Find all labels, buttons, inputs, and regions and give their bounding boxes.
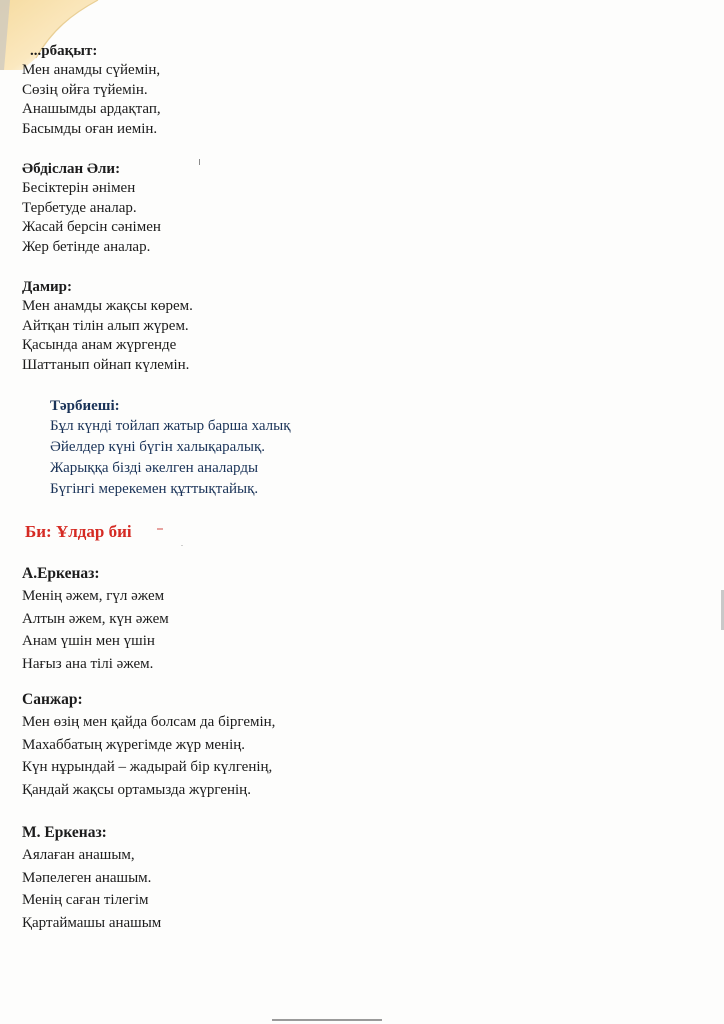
verse-line: Менің саған тілегім <box>22 892 149 908</box>
verse-line: Бұл күнді тойлап жатыр барша халық <box>50 418 291 434</box>
speaker-name: Санжар: <box>22 691 83 708</box>
verse-line: Мен өзің мен қайда болсам да біргемін, <box>22 714 276 730</box>
dance-heading-mark <box>157 528 163 530</box>
speaker-name: М. Еркеназ: <box>22 824 107 841</box>
verse-line: Мәпелеген анашым. <box>22 869 152 886</box>
verse-line: Мен анамды жақсы көрем. <box>22 298 193 314</box>
speaker-name: Дамир: <box>22 279 73 295</box>
verse-line: Қандай жақсы ортамызда жүргенің. <box>22 781 251 798</box>
speaker-name: Тәрбиеші: <box>50 398 120 414</box>
verse-line: Қартаймашы анашым <box>22 914 162 931</box>
verse-line: Шаттанып ойнап күлемін. <box>22 356 190 373</box>
verse-line: Алтын әжем, күн әжем <box>22 610 169 627</box>
speaker-name: Әбдіслан Әли: <box>22 161 121 177</box>
verse-line: Сөзің ойға түйемін. <box>22 81 148 98</box>
scan-speck <box>199 159 200 165</box>
verse-1 <box>22 41 161 139</box>
verse-line: Менің әжем, гүл әжем <box>22 588 165 604</box>
verse-line: Айтқан тілін алып жүрем. <box>22 317 189 334</box>
verse-teacher <box>50 396 291 500</box>
verse-line: Күн нұрындай – жадырай бір күлгенің, <box>22 759 273 775</box>
verse-5 <box>22 563 169 675</box>
scan-edge-line <box>272 1019 382 1021</box>
verse-line: Нағыз ана тілі әжем. <box>22 655 154 672</box>
verse-line: Басымды оған иемін. <box>22 120 158 137</box>
verse-6 <box>22 689 275 801</box>
verse-line: Мен анамды сүйемін, <box>22 62 161 78</box>
verse-line: Жасай берсін сәнімен <box>22 219 161 235</box>
verse-line: Жарыққа бізді әкелген аналарды <box>50 460 259 476</box>
verse-line: Аялаған анашым, <box>22 847 135 863</box>
verse-line: Жер бетінде аналар. <box>22 238 151 255</box>
verse-line: Әйелдер күні бүгін халықаралық. <box>50 439 265 455</box>
verse-line: Қасында анам жүргенде <box>22 337 177 353</box>
verse-line: Махаббатың жүрегімде жүр менің. <box>22 736 246 753</box>
verse-3 <box>22 277 193 375</box>
verse-line: Бүгінгі мерекемен құттықтайық. <box>50 481 259 497</box>
verse-2 <box>22 159 161 257</box>
verse-line: Анашымды ардақтап, <box>22 101 161 117</box>
verse-line: Бесіктерін әнімен <box>22 180 136 196</box>
verse-line: Анам үшін мен үшін <box>22 633 155 649</box>
scan-speck <box>181 545 183 546</box>
verse-line: Тербетуде аналар. <box>22 199 137 216</box>
dance-heading: Би: Ұлдар биі <box>25 522 132 541</box>
speaker-name: ...рбақыт: <box>30 43 98 59</box>
verse-7 <box>22 822 161 934</box>
speaker-name: А.Еркеназ: <box>22 565 100 582</box>
